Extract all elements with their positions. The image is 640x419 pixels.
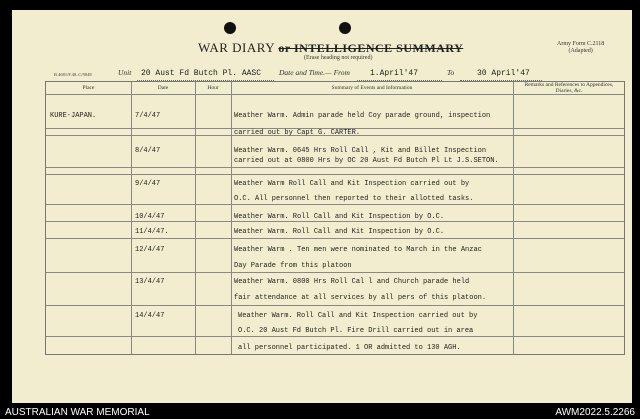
row-divider: [46, 272, 624, 273]
col-header-remarks: Remarks and References to Appendices, Diaries, &c.: [524, 82, 614, 94]
entry-line: carried out at 0800 Hrs by OC 20 Aust Fd Butch Pl Lt J.S.SETON.: [234, 157, 499, 165]
unit-value-text: 20 Aust Fd Butch Pl. AASC: [141, 69, 262, 78]
row-divider: [46, 167, 624, 168]
col-header-date: Date: [157, 85, 169, 91]
form-number: [557, 41, 604, 55]
diary-sheet: [12, 10, 632, 403]
entry-line: Weather Warm. Roll Call and Kit Inspection by O.C.: [234, 213, 445, 221]
row-divider: [46, 204, 624, 205]
to-value-text: 30 April'47: [477, 69, 530, 78]
col-divider: [131, 82, 132, 354]
col-divider: [231, 82, 232, 354]
diary-table: [45, 81, 625, 355]
row-divider: [46, 174, 624, 175]
form-number-line2: (Adapted): [568, 48, 593, 54]
to-label: [447, 67, 454, 77]
entry-place: KURE-JAPAN.: [50, 112, 97, 120]
to-value: [477, 67, 530, 78]
row-divider: [46, 238, 624, 239]
footer-credit: AUSTRALIAN WAR MEMORIAL: [5, 407, 150, 418]
entry-date: 7/4/47: [135, 112, 161, 120]
title-struck: or INTELLIGENCE SUMMARY: [278, 41, 464, 55]
entry-date: 11/4/47.: [135, 228, 169, 236]
entry-date: 8/4/47: [135, 147, 161, 155]
print-code: B.4681/F.48–C/9848: [54, 72, 92, 77]
entry-date: 13/4/47: [135, 278, 165, 286]
entry-line: Weather Warm. Roll Call and Kit Inspection by O.C.: [234, 228, 445, 236]
entry-line: all personnel participated. 1 OR admitted to 130 AGH.: [238, 344, 461, 352]
unit-value: [141, 67, 261, 78]
entry-line: Day Parade from this platoon: [234, 262, 352, 270]
erase-note: (Erase heading not required): [304, 55, 373, 61]
unit-label: [118, 67, 131, 77]
entry-line: Weather Warm. Admin parade held Coy parade ground, inspection: [234, 112, 491, 120]
entry-line: Weather Warm Roll Call and Kit Inspection carried out by: [234, 180, 470, 188]
punch-hole-left: [224, 22, 236, 34]
entry-line: Weather Warm. 0645 Hrs Roll Call , Kit and Billet Inspection: [234, 147, 487, 155]
footer-bar: [0, 406, 640, 419]
entry-line: Weather Warm. 0800 Hrs Roll Cal l and Church parade held: [234, 278, 470, 286]
from-value-text: 1.April'47: [370, 69, 419, 78]
from-value: [370, 67, 418, 78]
punch-hole-right: [339, 22, 351, 34]
entry-date: 10/4/47: [135, 213, 165, 221]
footer-accession: AWM2022.5.2266: [555, 407, 635, 418]
entry-date: 12/4/47: [135, 246, 165, 254]
form-number-line1: Army Form C.2118: [557, 41, 605, 47]
col-header-summary: Summary of Events and Information: [331, 85, 413, 91]
entry-line: fair attendance at all services by all pers of this platoon.: [234, 294, 487, 302]
entry-line: Weather Warm . Ten men were nominated to March in the Anzac: [234, 246, 482, 254]
date-label-text: Date and Time.— From: [279, 68, 350, 77]
entry-line: Weather Warm. Roll Call and Kit Inspection carried out by: [238, 312, 478, 320]
col-header-place: Place: [82, 85, 95, 91]
col-header-hour: Hour: [207, 85, 219, 91]
row-divider: [46, 336, 624, 337]
row-divider: [46, 305, 624, 306]
header-divider: [46, 94, 624, 95]
entry-line: O.C. All personnel then reported to their allotted tasks.: [234, 195, 474, 203]
title-main: WAR DIARY: [198, 40, 275, 55]
unit-label-text: Unit: [118, 68, 132, 77]
to-label-text: To: [447, 68, 455, 77]
col-divider: [513, 82, 514, 354]
col-divider: [195, 82, 196, 354]
entry-line: O.C. 20 Aust Fd Butch Pl. Fire Drill carried out in area: [238, 327, 474, 335]
entry-line: carried out by Capt G. CARTER.: [234, 129, 361, 137]
page-title: [198, 40, 463, 56]
row-divider: [46, 221, 624, 222]
entry-date: 14/4/47: [135, 312, 165, 320]
date-label: [279, 67, 350, 77]
entry-date: 9/4/47: [135, 180, 161, 188]
